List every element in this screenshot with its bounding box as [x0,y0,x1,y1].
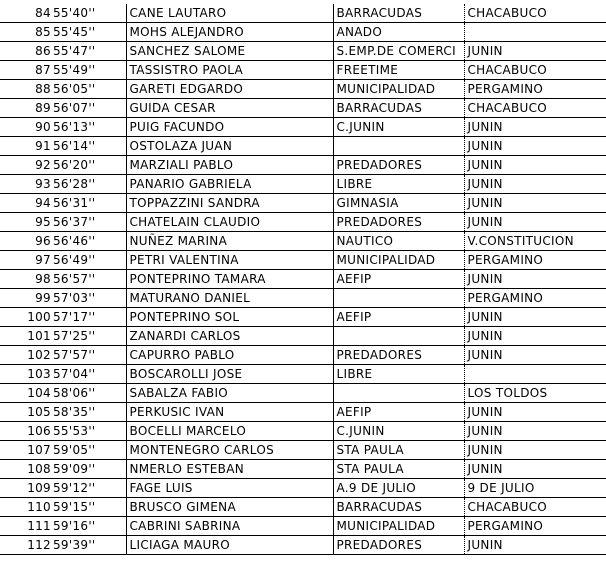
city-cell: PERGAMINO [464,517,606,536]
position-cell: 98 [0,270,52,289]
position-cell: 100 [0,308,52,327]
table-row [0,194,606,213]
club-cell: AEFIP [333,308,464,327]
city-cell: 9 DE JULIO [464,479,606,498]
table-row [0,270,606,289]
position-cell: 87 [0,61,52,80]
table-row [0,80,606,99]
table-row [0,99,606,118]
city-cell: JUNIN [464,194,606,213]
table-row [0,308,606,327]
city-cell: PERGAMINO [464,80,606,99]
city-cell: JUNIN [464,42,606,61]
runner-name-cell: FAGE LUIS [126,479,333,498]
club-cell: MUNICIPALIDAD [333,80,464,99]
runner-name-cell: GUIDA CESAR [126,99,333,118]
time-cell: 56'31'' [52,194,126,213]
city-cell: JUNIN [464,460,606,479]
runner-name-cell: OSTOLAZA JUAN [126,137,333,156]
time-cell: 56'46'' [52,232,126,251]
position-cell: 88 [0,80,52,99]
position-cell: 109 [0,479,52,498]
club-cell: PREDADORES [333,156,464,175]
runner-name-cell: BOCELLI MARCELO [126,422,333,441]
position-cell: 96 [0,232,52,251]
club-cell: BARRACUDAS [333,99,464,118]
city-cell: PERGAMINO [464,251,606,270]
city-cell: JUNIN [464,156,606,175]
club-cell: BARRACUDAS [333,4,464,23]
runner-name-cell: MATURANO DANIEL [126,289,333,308]
city-cell: JUNIN [464,327,606,346]
position-cell: 99 [0,289,52,308]
results-table [0,4,606,555]
club-cell: C.JUNIN [333,118,464,137]
club-cell [333,384,464,403]
position-cell: 89 [0,99,52,118]
runner-name-cell: LICIAGA MAURO [126,536,333,555]
runner-name-cell: NMERLO ESTEBAN [126,460,333,479]
city-cell [464,23,606,42]
city-cell [464,365,606,384]
time-cell: 56'05'' [52,80,126,99]
club-cell: BARRACUDAS [333,498,464,517]
runner-name-cell: PUIG FACUNDO [126,118,333,137]
position-cell: 86 [0,42,52,61]
time-cell: 56'13'' [52,118,126,137]
time-cell: 58'06'' [52,384,126,403]
time-cell: 57'03'' [52,289,126,308]
table-row [0,441,606,460]
club-cell [333,289,464,308]
city-cell: JUNIN [464,536,606,555]
time-cell: 59'39'' [52,536,126,555]
runner-name-cell: PANARIO GABRIELA [126,175,333,194]
time-cell: 59'05'' [52,441,126,460]
club-cell: AEFIP [333,270,464,289]
position-cell: 101 [0,327,52,346]
position-cell: 92 [0,156,52,175]
table-row [0,384,606,403]
position-cell: 106 [0,422,52,441]
time-cell: 55'45'' [52,23,126,42]
table-row [0,498,606,517]
club-cell: C.JUNIN [333,422,464,441]
position-cell: 93 [0,175,52,194]
runner-name-cell: GARETI EDGARDO [126,80,333,99]
time-cell: 55'40'' [52,4,126,23]
time-cell: 59'09'' [52,460,126,479]
city-cell: JUNIN [464,403,606,422]
time-cell: 56'28'' [52,175,126,194]
runner-name-cell: BOSCAROLLI JOSE [126,365,333,384]
runner-name-cell: TOPPAZZINI SANDRA [126,194,333,213]
city-cell: CHACABUCO [464,61,606,80]
time-cell: 57'57'' [52,346,126,365]
runner-name-cell: SABALZA FABIO [126,384,333,403]
club-cell: ANADO [333,23,464,42]
time-cell: 57'17'' [52,308,126,327]
table-row [0,4,606,23]
position-cell: 102 [0,346,52,365]
table-row [0,213,606,232]
club-cell: PREDADORES [333,536,464,555]
time-cell: 59'16'' [52,517,126,536]
table-row [0,517,606,536]
table-row [0,422,606,441]
city-cell: V.CONSTITUCION [464,232,606,251]
position-cell: 108 [0,460,52,479]
club-cell: LIBRE [333,175,464,194]
position-cell: 107 [0,441,52,460]
club-cell: A.9 DE JULIO [333,479,464,498]
table-row [0,23,606,42]
runner-name-cell: MOHS ALEJANDRO [126,23,333,42]
time-cell: 56'07'' [52,99,126,118]
club-cell: PREDADORES [333,346,464,365]
city-cell: CHACABUCO [464,4,606,23]
time-cell: 56'57'' [52,270,126,289]
position-cell: 97 [0,251,52,270]
club-cell: MUNICIPALIDAD [333,517,464,536]
position-cell: 105 [0,403,52,422]
city-cell: CHACABUCO [464,498,606,517]
table-row [0,156,606,175]
city-cell: CHACABUCO [464,99,606,118]
city-cell: JUNIN [464,270,606,289]
time-cell: 57'25'' [52,327,126,346]
position-cell: 95 [0,213,52,232]
table-row [0,536,606,555]
time-cell: 59'12'' [52,479,126,498]
club-cell: FREETIME [333,61,464,80]
time-cell: 56'37'' [52,213,126,232]
table-row [0,460,606,479]
runner-name-cell: TASSISTRO PAOLA [126,61,333,80]
table-row [0,365,606,384]
runner-name-cell: MONTENEGRO CARLOS [126,441,333,460]
table-row [0,137,606,156]
position-cell: 110 [0,498,52,517]
club-cell: PREDADORES [333,213,464,232]
time-cell: 55'53'' [52,422,126,441]
city-cell: JUNIN [464,175,606,194]
city-cell: JUNIN [464,118,606,137]
club-cell: AEFIP [333,403,464,422]
club-cell: NAUTICO [333,232,464,251]
table-row [0,403,606,422]
position-cell: 94 [0,194,52,213]
time-cell: 55'47'' [52,42,126,61]
city-cell: LOS TOLDOS [464,384,606,403]
time-cell: 58'35'' [52,403,126,422]
club-cell: STA PAULA [333,460,464,479]
table-row [0,479,606,498]
club-cell: LIBRE [333,365,464,384]
time-cell: 57'04'' [52,365,126,384]
time-cell: 55'49'' [52,61,126,80]
club-cell: S.EMP.DE COMERCI [333,42,464,61]
position-cell: 84 [0,4,52,23]
results-table-body [0,4,606,555]
runner-name-cell: PETRI VALENTINA [126,251,333,270]
city-cell: JUNIN [464,441,606,460]
time-cell: 59'15'' [52,498,126,517]
table-row [0,251,606,270]
club-cell: GIMNASIA [333,194,464,213]
runner-name-cell: ZANARDI CARLOS [126,327,333,346]
city-cell: PERGAMINO [464,289,606,308]
runner-name-cell: SANCHEZ SALOME [126,42,333,61]
table-row [0,42,606,61]
time-cell: 56'20'' [52,156,126,175]
runner-name-cell: CABRINI SABRINA [126,517,333,536]
position-cell: 90 [0,118,52,137]
city-cell: JUNIN [464,308,606,327]
runner-name-cell: CHATELAIN CLAUDIO [126,213,333,232]
runner-name-cell: CAPURRO PABLO [126,346,333,365]
table-row [0,327,606,346]
runner-name-cell: PONTEPRINO SOL [126,308,333,327]
city-cell: JUNIN [464,346,606,365]
position-cell: 111 [0,517,52,536]
time-cell: 56'49'' [52,251,126,270]
club-cell: MUNICIPALIDAD [333,251,464,270]
position-cell: 85 [0,23,52,42]
table-row [0,289,606,308]
runner-name-cell: PERKUSIC IVAN [126,403,333,422]
table-row [0,61,606,80]
club-cell [333,327,464,346]
position-cell: 91 [0,137,52,156]
table-row [0,175,606,194]
club-cell [333,137,464,156]
club-cell: STA PAULA [333,441,464,460]
runner-name-cell: NUÑEZ MARINA [126,232,333,251]
time-cell: 56'14'' [52,137,126,156]
position-cell: 103 [0,365,52,384]
city-cell: JUNIN [464,213,606,232]
runner-name-cell: BRUSCO GIMENA [126,498,333,517]
city-cell: JUNIN [464,422,606,441]
position-cell: 104 [0,384,52,403]
position-cell: 112 [0,536,52,555]
table-row [0,346,606,365]
table-row [0,118,606,137]
runner-name-cell: CANE LAUTARO [126,4,333,23]
runner-name-cell: MARZIALI PABLO [126,156,333,175]
runner-name-cell: PONTEPRINO TAMARA [126,270,333,289]
city-cell: JUNIN [464,137,606,156]
table-row [0,232,606,251]
